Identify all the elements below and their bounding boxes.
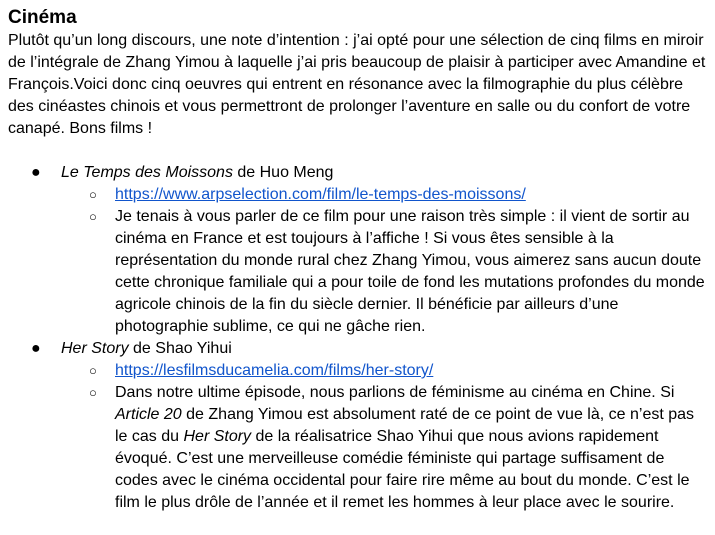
film-description-text: de Zhang Yimou est absolument raté de ce point de vue là, ce n’est pas le cas du [115, 406, 695, 445]
film-reference: Her Story [183, 428, 252, 445]
film-item [8, 338, 708, 514]
intro-paragraph: Plutôt qu’un long discours, une note d’intention : j’ai opté pour une sélection de cinq films en miroir de l’intégrale de Zhang Yimou à laquelle j’ai pris beaucoup de plaisir à participer avec Amandine et François.Voici donc cinq oeuvres qui entrent en résonance avec la filmographie du plus célèbre des cinéastes chinois et vous permettront de prolonger l’aventure en salle ou du confort de votre canapé. Bons films ! [8, 32, 706, 137]
film-item [8, 162, 708, 338]
film-director: de Huo Meng [232, 164, 334, 181]
circle-bullet-icon: ○ [89, 363, 97, 378]
film-title: Le Temps des Moissons [61, 164, 233, 181]
bullet-icon: ● [31, 164, 41, 181]
film-list [8, 162, 708, 514]
circle-bullet-icon: ○ [89, 385, 97, 400]
film-title: Her Story [61, 340, 129, 357]
film-details [61, 360, 708, 514]
circle-bullet-icon: ○ [89, 187, 97, 202]
film-description-text: de la réalisatrice Shao Yihui que nous avions rapidement évoqué. C’est une merveilleuse comédie féministe qui partage suffisament de codes avec le cinéma occidental pour faire rire même au bout du monde. C’est le film le plus drôle de l’année et il remet les hommes à leur place avec le sourire. [115, 428, 690, 511]
film-reference: Article 20 [115, 406, 182, 423]
document-body [8, 5, 708, 514]
film-link[interactable]: https://lesfilmsducamelia.com/films/her-story/ [115, 362, 434, 379]
section-heading: Cinéma [8, 7, 77, 28]
film-details [61, 184, 708, 338]
film-link[interactable]: https://www.arpselection.com/film/le-temps-des-moissons/ [115, 186, 526, 203]
film-description-item [8, 382, 708, 514]
film-description-item [8, 206, 708, 338]
film-description: Je tenais à vous parler de ce film pour une raison très simple : il vient de sortir au cinéma en France et est toujours à l’affiche ! Si vous êtes sensible à la représentation du monde rural chez Zhang Yimou, vous aimerez sans aucun doute cette chronique familiale qui a pour toile de fond les mutations profondes du monde agricole chinois de la fin du siècle dernier. Il bénéficie par ailleurs d’une photographie sublime, ce qui ne gâche rien. [115, 208, 705, 335]
film-director: de Shao Yihui [128, 340, 232, 357]
blank-line [8, 140, 708, 162]
film-link-item [8, 360, 708, 382]
film-link-item [8, 184, 708, 206]
circle-bullet-icon: ○ [89, 209, 97, 224]
film-description-text: Dans notre ultime épisode, nous parlions de féminisme au cinéma en Chine. Si [115, 384, 675, 401]
bullet-icon: ● [31, 340, 41, 357]
